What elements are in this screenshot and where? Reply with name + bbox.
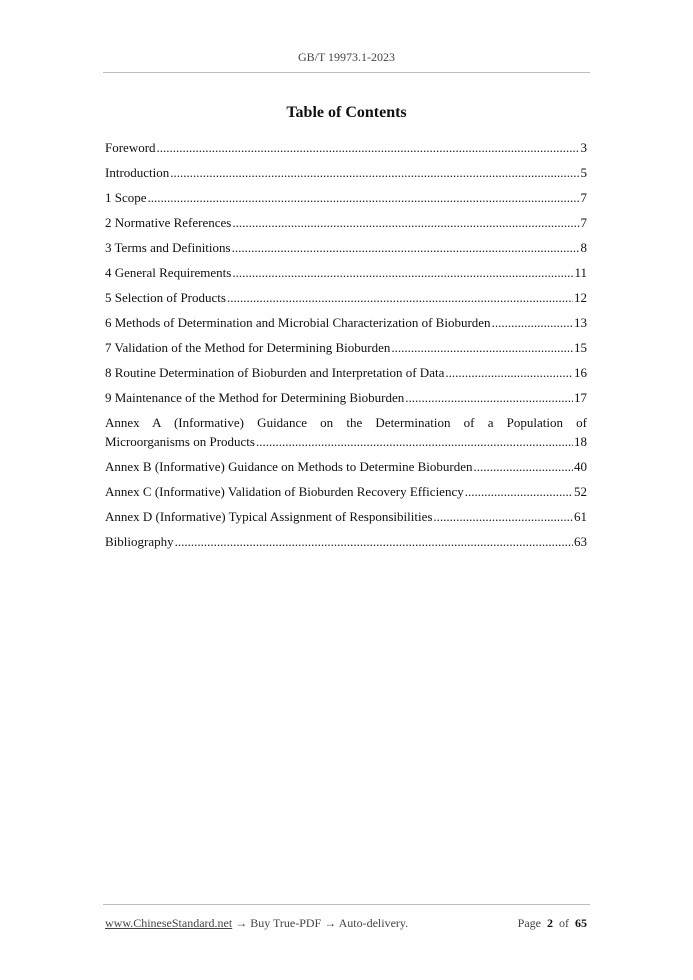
site-link[interactable]: www.ChineseStandard.net <box>105 916 233 930</box>
toc-entry-normative-references[interactable] <box>105 213 587 232</box>
toc-entry-label: 7 Validation of the Method for Determining Bioburden <box>105 340 391 355</box>
toc-entry-validation-of-method[interactable] <box>105 338 587 357</box>
total-page-count: 65 <box>575 916 587 930</box>
toc-entry-page: 12 <box>574 290 587 305</box>
toc-entry-label: Annex C (Informative) Validation of Bioburden Recovery Efficiency <box>105 484 464 499</box>
dot-leader <box>474 457 573 476</box>
current-page-number: 2 <box>547 916 553 930</box>
toc-entry-label: Bibliography <box>105 534 174 549</box>
dot-leader <box>465 482 573 501</box>
toc-entry-page: 52 <box>574 484 587 499</box>
toc-entry-label: 9 Maintenance of the Method for Determining Bioburden <box>105 390 405 405</box>
dot-leader <box>227 288 573 307</box>
toc-entry-page: 16 <box>574 365 587 380</box>
toc-entry-label: 2 Normative References <box>105 215 232 230</box>
dot-leader <box>256 432 573 451</box>
auto-delivery-text: Auto-delivery. <box>338 916 409 930</box>
dot-leader <box>170 163 579 182</box>
toc-entry-annex-b[interactable] <box>105 457 587 476</box>
toc-entry-label: 4 General Requirements <box>105 265 232 280</box>
toc-entry-page: 7 <box>580 190 587 205</box>
toc-entry-label: Annex D (Informative) Typical Assignment of Responsibilities <box>105 509 433 524</box>
of-label: of <box>559 916 569 930</box>
toc-entry-page: 18 <box>574 434 587 449</box>
running-header: GB/T 19973.1-2023 <box>297 50 396 64</box>
toc-entry-page: 7 <box>580 215 587 230</box>
toc-entry-label: 8 Routine Determination of Bioburden and Interpretation of Data <box>105 365 445 380</box>
toc-entry-page: 3 <box>580 140 587 155</box>
toc-entry-page: 63 <box>574 534 587 549</box>
arrow-right-icon: → <box>235 916 248 930</box>
toc-entry-terms-definitions[interactable] <box>105 238 587 257</box>
toc-entry-routine-determination[interactable] <box>105 363 587 382</box>
toc-entry-introduction[interactable] <box>105 163 587 182</box>
toc-entry-label: 6 Methods of Determination and Microbial Characterization of Bioburden <box>105 315 491 330</box>
toc-entry-label: Foreword <box>105 140 156 155</box>
page-label: Page <box>517 916 541 930</box>
toc-entry-page: 5 <box>580 165 587 180</box>
toc-entry-page: 61 <box>574 509 587 524</box>
page-title: Table of Contents <box>286 104 407 121</box>
table-of-contents <box>105 138 587 557</box>
toc-entry-page: 13 <box>574 315 587 330</box>
footer-divider <box>103 904 590 905</box>
dot-leader <box>148 188 580 207</box>
toc-entry-annex-a[interactable] <box>105 413 587 451</box>
dot-leader <box>433 507 573 526</box>
toc-entry-label: Introduction <box>105 165 170 180</box>
toc-entry-page: 40 <box>574 459 587 474</box>
arrow-right-icon: → <box>324 916 337 930</box>
toc-entry-foreword[interactable] <box>105 138 587 157</box>
dot-leader <box>232 213 579 232</box>
toc-entry-label-line2: Microorganisms on Products <box>105 434 255 449</box>
toc-entry-label: 5 Selection of Products <box>105 290 226 305</box>
dot-leader <box>492 313 573 332</box>
toc-entry-maintenance-of-method[interactable] <box>105 388 587 407</box>
dot-leader <box>175 532 573 551</box>
toc-entry-selection-of-products[interactable] <box>105 288 587 307</box>
toc-entry-label: Annex B (Informative) Guidance on Methods to Determine Bioburden <box>105 459 473 474</box>
toc-entry-page: 11 <box>574 265 587 280</box>
toc-entry-label: 3 Terms and Definitions <box>105 240 231 255</box>
dot-leader <box>157 138 580 157</box>
toc-entry-label: 1 Scope <box>105 190 147 205</box>
footer-promo <box>105 916 408 931</box>
toc-entry-label-line1: Annex A (Informative) Guidance on the Determination of a Population of <box>105 415 587 430</box>
header-divider <box>103 72 590 73</box>
page-counter <box>518 916 587 931</box>
dot-leader <box>232 263 573 282</box>
toc-entry-page: 15 <box>574 340 587 355</box>
dot-leader <box>405 388 573 407</box>
toc-entry-bibliography[interactable] <box>105 532 587 551</box>
toc-entry-methods-of-determination[interactable] <box>105 313 587 332</box>
toc-entry-page: 17 <box>574 390 587 405</box>
toc-entry-general-requirements[interactable] <box>105 263 587 282</box>
buy-true-pdf-text: Buy True-PDF <box>250 916 322 930</box>
dot-leader <box>391 338 573 357</box>
toc-entry-scope[interactable] <box>105 188 587 207</box>
dot-leader <box>232 238 580 257</box>
toc-entry-annex-d[interactable] <box>105 507 587 526</box>
dot-leader <box>445 363 573 382</box>
toc-entry-annex-c[interactable] <box>105 482 587 501</box>
toc-entry-page: 8 <box>580 240 587 255</box>
